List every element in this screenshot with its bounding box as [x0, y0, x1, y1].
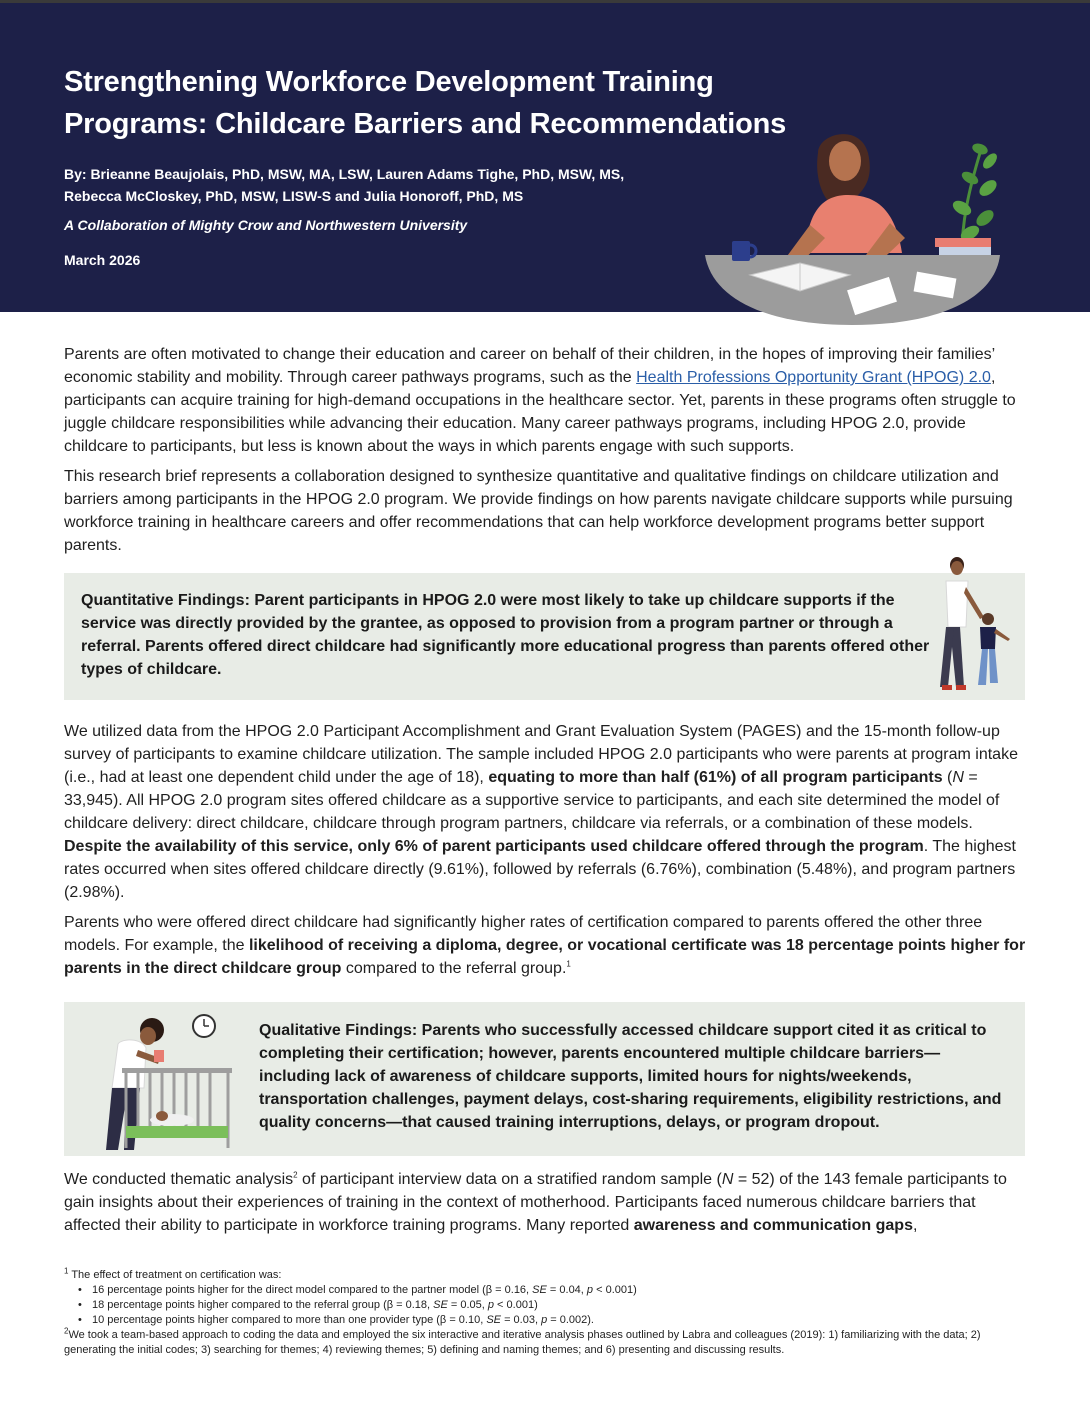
footnote-ref-2: 2 — [293, 1170, 298, 1180]
quant-text: We utilized data from the HPOG 2.0 Participant Accomplishment and Grant Evaluation System (PAGES) and the 15-month follow-up survey of participants to examine childcare utilization. The sample included HPOG 2.0 participants who were parents at program intake (i.e., had at least one dependent child under the age of 18), — [64, 723, 1018, 786]
quant-highlight: equating to more than half (61%) of all program participants — [488, 769, 943, 786]
intro-text: , participants can acquire training for high-demand occupations in the healthcare sector. Yet, parents in these programs often struggle to juggle childcare responsibilities while advancing their education. Many career pathways programs, including HPOG 2.0, provide childcare to participants, but less is known about the ways in which parents engage with such supports. — [64, 369, 1016, 455]
authors-line-1: By: Brieanne Beaujolais, PhD, MSW, MA, LSW, Lauren Adams Tighe, PhD, MSW, MS, — [64, 166, 625, 182]
plant-icon — [950, 142, 999, 253]
footnote-italic: SE — [532, 1284, 547, 1296]
footnote-text: = 0.03, — [501, 1314, 542, 1326]
footnote-marker: 1 — [64, 1266, 69, 1276]
quant-text: = 33,945). All HPOG 2.0 program sites offered childcare as a supportive service to participants, and each site determined the model of childcare delivery: direct childcare, childcare through program partners, childcare via referrals, or a combination of these models. — [64, 769, 1000, 832]
footnote-text: 18 percentage points higher compared to the referral group (β = 0.18, — [92, 1299, 434, 1311]
qual-text: = 52) of the 143 female participants to gain insights about their experiences of training in the context of motherhood. Participants faced numerous childcare barriers that affected their ability to participate in workforce training programs. Many reported — [64, 1171, 1007, 1234]
quant-highlight: Despite the availability of this service, only 6% of parent participants used childcare offered through the program — [64, 838, 924, 855]
qual-text: , — [912, 1217, 918, 1234]
qual-highlight: awareness and communication gaps — [633, 1217, 913, 1234]
woman-reading-at-table-illustration — [700, 113, 1010, 333]
footnote-italic: p — [487, 1299, 494, 1311]
footnote-text: = 0.04, — [546, 1284, 587, 1296]
footnote-1-list — [64, 1283, 1029, 1328]
header-banner — [0, 0, 1090, 312]
intro-paragraph-1 — [64, 343, 1029, 458]
footnote-text: = 0.002). — [547, 1314, 594, 1326]
hpog-link[interactable]: Health Professions Opportunity Grant (HPOG) 2.0 — [636, 369, 991, 386]
footnote-1 — [64, 1268, 1029, 1283]
footnote-italic: p — [586, 1284, 594, 1296]
footnote-text: The effect of treatment on certification was: — [71, 1269, 282, 1281]
publication-date: March 2026 — [64, 252, 141, 268]
footnote-text: We took a team-based approach to coding the data and employed the six interactive and iterative analysis phases outlined by Labra and colleagues (2019): 1) familiarizing with the data; 2) generating the initial codes; 3) searching for themes; 4) reviewing themes; 5) defining and naming themes; and 6) presenting and discussing results. — [64, 1329, 981, 1356]
quant-text: ( — [942, 769, 953, 786]
qual-text: We conducted thematic analysis — [64, 1171, 294, 1188]
qual-paragraph-1 — [64, 1168, 1029, 1237]
list-item — [78, 1283, 1029, 1298]
collaboration-line: A Collaboration of Mighty Crow and Northwestern University — [64, 217, 468, 233]
footnote-text: = 0.05, — [447, 1299, 488, 1311]
footnote-text: 10 percentage points higher compared to more than one provider type (β = 0.10, — [92, 1314, 487, 1326]
qual-text: of participant interview data on a stratified random sample ( — [297, 1171, 722, 1188]
footnote-marker: 2 — [64, 1326, 69, 1336]
qual-italic: N — [721, 1171, 734, 1188]
quant-paragraph-1 — [64, 720, 1029, 904]
intro-section — [64, 343, 1029, 557]
parent-at-crib-with-clock-illustration — [82, 1008, 252, 1152]
qualitative-section — [64, 1168, 1029, 1237]
footnote-ref-1: 1 — [566, 959, 571, 969]
quant-text: Parents who were offered direct childcare had significantly higher rates of certification compared to parents offered the other three models. For example, the — [64, 914, 983, 954]
quantitative-section — [64, 720, 1029, 980]
footnote-italic: SE — [486, 1314, 502, 1326]
quantitative-findings-callout — [64, 573, 1025, 700]
qualitative-findings-text: Qualitative Findings: Parents who successfully accessed childcare support cited it as critical to completing their certification; however, parents encountered multiple childcare barriers—including lack of awareness of childcare supports, limited hours for nights/weekends, transportation challenges, payment delays, cost-sharing requirements, eligibility restrictions, and quality concerns—that caused training interruptions, delays, or program dropout. — [259, 1022, 1002, 1131]
footnote-text: < 0.001) — [494, 1299, 538, 1311]
quant-text: compared to the referral group. — [341, 960, 567, 977]
authors-line-2: Rebecca McCloskey, PhD, MSW, LISW-S and Julia Honoroff, PhD, MS — [64, 188, 524, 204]
footnote-italic: p — [541, 1314, 548, 1326]
list-item — [78, 1313, 1029, 1328]
qualitative-findings-callout — [64, 1002, 1025, 1156]
list-item — [78, 1298, 1029, 1313]
footnotes — [64, 1268, 1029, 1358]
parent-walking-with-child-illustration — [932, 557, 1022, 697]
footnote-text: < 0.001) — [593, 1284, 637, 1296]
quant-paragraph-2 — [64, 911, 1029, 980]
quant-text: . The highest rates occurred when sites offered childcare directly (9.61%), followed by referrals (6.76%), combination (5.48%), and program partners (2.98%). — [64, 838, 1016, 901]
intro-paragraph-2: This research brief represents a collaboration designed to synthesize quantitative and qualitative findings on childcare utilization and barriers among participants in the HPOG 2.0 program. We provide findings on how parents navigate childcare supports while pursuing workforce training in healthcare careers and offer recommendations that can help workforce development programs better support parents. — [64, 468, 1013, 554]
quantitative-findings-text: Quantitative Findings: Parent participants in HPOG 2.0 were most likely to take up childcare supports if the service was directly provided by the grantee, as opposed to provision from a program partner or through a referral. Parents offered direct childcare had significantly more educational progress than parents offered other types of childcare. — [81, 592, 930, 678]
footnote-2 — [64, 1328, 1029, 1358]
quant-highlight: likelihood of receiving a diploma, degree, or vocational certificate was 18 percentage points higher for parents in the direct childcare group — [64, 937, 1026, 977]
authors — [64, 163, 664, 207]
page-title: Strengthening Workforce Development Training Programs: Childcare Barriers and Recommendations — [64, 66, 787, 140]
quant-italic: N — [952, 769, 964, 786]
intro-text: Parents are often motivated to change their education and career on behalf of their children, in the hopes of improving their families’ economic stability and mobility. Through career pathways programs, such as the — [64, 346, 995, 386]
clock-icon — [193, 1015, 215, 1037]
footnote-text: 16 percentage points higher for the direct model compared to the partner model (β = 0.16, — [92, 1284, 533, 1296]
footnote-italic: SE — [433, 1299, 448, 1311]
